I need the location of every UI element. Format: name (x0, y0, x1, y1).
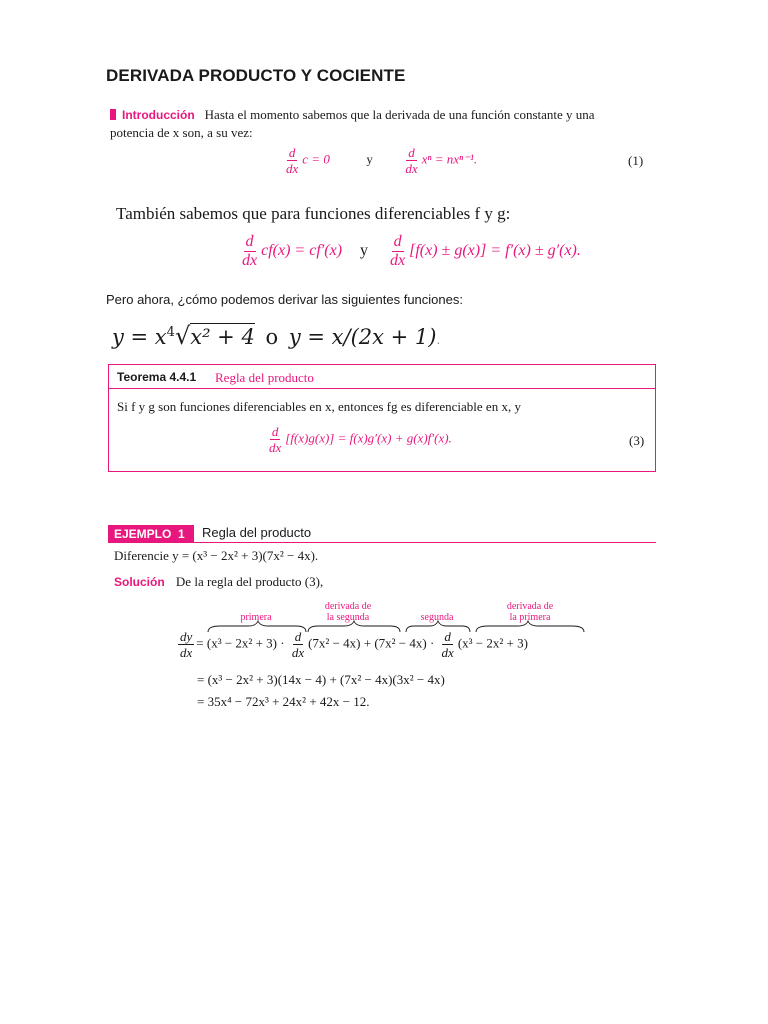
ejemplo-name: Regla del producto (202, 525, 312, 540)
page-title: DERIVADA PRODUCTO Y COCIENTE (106, 66, 406, 85)
eq1-radicand: x² + 4 (190, 325, 255, 349)
eq-constant-multiple: cf(x) = cf′(x) (261, 242, 343, 260)
teorema-label: Teorema 4.4.1 (117, 370, 197, 384)
eq-number-3: (3) (629, 433, 645, 448)
eq-power: xⁿ = nxⁿ⁻¹. (421, 151, 478, 167)
solucion-line (114, 574, 323, 590)
solution-line-1 (176, 630, 528, 659)
d-dx-fraction: $\frac{d}{dx}$ (242, 233, 258, 269)
intro-equation (282, 146, 477, 175)
line1-part-c: (x³ − 2x² + 3) (457, 635, 528, 651)
brace-label-derivada-primera: derivada de la primera (506, 601, 554, 623)
line1-part-a: = (x³ − 2x² + 3) · (196, 635, 285, 651)
intro-paragraph (110, 106, 658, 142)
eq-const: c = 0 (302, 151, 330, 167)
solucion-text: De la regla del producto (3), (175, 574, 324, 589)
eq2: y = x/(2x + 1) (288, 325, 437, 349)
intro-text-line2: potencia de x son, a su vez: (110, 125, 253, 140)
solution-line-2: = (x³ − 2x² + 3)(14x − 4) + (7x² − 4x)(3x² − 4x) (197, 672, 445, 687)
section-marker (110, 109, 116, 120)
intro-text-line1: Hasta el momento sabemos que la derivada de una función constante y una (204, 107, 595, 122)
eq1-lhs: y = x (112, 325, 167, 349)
dy-dx-fraction: $\frac{dy}{dx}$ (180, 629, 193, 660)
brace-label-segunda: segunda (420, 612, 454, 623)
intro-y: y (366, 151, 373, 167)
d-dx-fraction: $\frac{d}{dx}$ (286, 145, 299, 176)
ejemplo-statement: Diferencie y = (x³ − 2x² + 3)(7x² − 4x). (114, 548, 319, 563)
eq-number-1: (1) (628, 153, 644, 168)
question-equations (112, 322, 440, 350)
ejemplo-rule (194, 542, 656, 543)
teorema-equation (265, 425, 452, 454)
tambien-y: y (360, 242, 369, 260)
brace-label-primera: primera (240, 612, 272, 623)
d-dx-fraction: $\frac{d}{dx}$ (405, 145, 418, 176)
solucion-label: Solución (114, 575, 165, 589)
tambien-equation (238, 234, 581, 269)
line1-part-b: (7x² − 4x) + (7x² − 4x) · (308, 635, 435, 651)
sqrt-icon: √ (174, 322, 191, 350)
tambien-text: También sabemos que para funciones diferenciables f y g: (116, 204, 511, 223)
solution-line-3: = 35x⁴ − 72x³ + 24x² + 42x − 12. (197, 694, 370, 709)
d-dx-fraction: $\frac{d}{dx}$ (441, 629, 454, 660)
d-dx-fraction: $\frac{d}{dx}$ (291, 629, 305, 660)
intro-label: Introducción (122, 108, 195, 122)
eq-sum-rule: [f(x) ± g(x)] = f′(x) ± g′(x). (409, 242, 581, 260)
product-rule-eq: [f(x)g(x)] = f(x)g′(x) + g(x)f′(x). (285, 430, 452, 446)
teorema-box (108, 364, 656, 472)
eq1-exponent: 4 (166, 325, 175, 340)
ejemplo-badge: EJEMPLO 1 (108, 525, 194, 543)
connector-o: o (265, 325, 279, 349)
teorema-name: Regla del producto (215, 370, 314, 385)
brace-label-derivada-segunda: derivada de la segunda (324, 601, 372, 623)
d-dx-fraction: $\frac{d}{dx}$ (390, 233, 406, 269)
teorema-header (109, 365, 655, 389)
d-dx-fraction: $\frac{d}{dx}$ (269, 424, 282, 455)
teorema-text: Si f y g son funciones diferenciables en x, entonces fg es diferenciable en x, y (117, 399, 521, 414)
question-text: Pero ahora, ¿cómo podemos derivar las siguientes funciones: (106, 292, 463, 307)
eq2-end: . (436, 333, 441, 347)
